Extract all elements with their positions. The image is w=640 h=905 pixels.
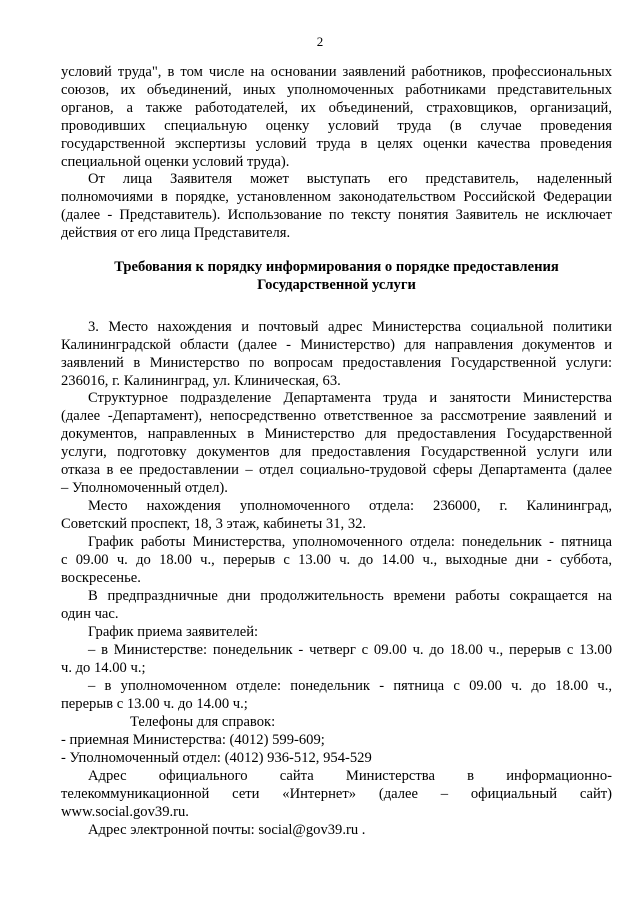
text-line: Адрес электронной почты: social@gov39.ru . — [88, 822, 366, 838]
text-line: Калининградской области (далее - Министерство) для направления документов и — [61, 337, 612, 353]
text-line: союзов, их объединений, иных уполномоченных работниками представительных — [61, 82, 612, 98]
text-line: Советский проспект, 18, 3 этаж, кабинеты 31, 32. — [61, 516, 367, 532]
text-line: (далее - Представитель). Использование по тексту понятия Заявитель не исключает — [61, 207, 612, 223]
text-line: От лица Заявителя может выступать его представитель, наделенный — [88, 171, 612, 187]
text-line: один час. — [61, 606, 119, 622]
text-line: проводивших специальную оценку условий труда (в случае проведения — [61, 118, 612, 134]
text-line: Адрес официального сайта Министерства в информационно- — [88, 768, 612, 784]
text-line: услуги, подготовку документов для предоставления Государственной услуги или — [61, 444, 612, 460]
text-line: с 09.00 ч. до 18.00 ч., перерыв с 13.00 ч. до 14.00 ч., выходные дни - суббота, — [61, 552, 612, 568]
text-line: воскресенье. — [61, 570, 141, 586]
text-line: График приема заявителей: — [88, 624, 259, 640]
text-line: – в уполномоченном отделе: понедельник - пятница с 09.00 ч. до 18.00 ч., — [88, 678, 612, 694]
text-line: документов, направленных в Министерство для предоставления Государственной — [61, 426, 612, 442]
text-line: www.social.gov39.ru. — [61, 804, 189, 820]
text-line: телекоммуникационной сети «Интернет» (далее – официальный сайт) — [61, 786, 612, 802]
text-line: специальной оценки условий труда). — [61, 154, 290, 170]
text-line: отказа в ее предоставлении – отдел социально-трудовой сферы Департамента (далее — [61, 462, 612, 478]
text-line: В предпраздничные дни продолжительность времени работы сокращается на — [88, 588, 612, 604]
text-line: Телефоны для справок: — [130, 714, 276, 730]
text-line: – в Министерстве: понедельник - четверг с 09.00 ч. до 18.00 ч., перерыв с 13.00 — [88, 642, 612, 658]
text-line: действия от его лица Представителя. — [61, 225, 291, 241]
text-line: 3. Место нахождения и почтовый адрес Министерства социальной политики — [88, 319, 612, 335]
text-line: График работы Министерства, уполномоченного отдела: понедельник - пятница — [88, 534, 612, 550]
text-line: – Уполномоченный отдел). — [61, 480, 228, 496]
text-line: ч. до 14.00 ч.; — [61, 660, 146, 676]
section-heading: Государственной услуги — [257, 277, 416, 293]
text-line: полномочиями в порядке, установленном законодательством Российской Федерации — [61, 189, 612, 205]
text-line: заявлений в Министерство по вопросам предоставления Государственной услуги: — [61, 355, 612, 371]
text-line: Место нахождения уполномоченного отдела: 236000, г. Калининград, — [88, 498, 612, 514]
section-heading: Требования к порядку информирования о порядке предоставления — [114, 259, 559, 275]
text-line: государственной экспертизы условий труда в целях оценки качества проведения — [61, 136, 612, 152]
page-number: 2 — [316, 34, 324, 49]
text-line: - Уполномоченный отдел: (4012) 936-512, 954-529 — [61, 750, 372, 766]
text-line: (далее -Департамент), непосредственно ответственное за рассмотрение заявлений и — [61, 408, 612, 424]
text-line: Структурное подразделение Департамента труда и занятости Министерства — [88, 390, 612, 406]
text-line: перерыв с 13.00 ч. до 14.00 ч.; — [61, 696, 248, 712]
text-line: органов, а также работодателей, их объединений, страховщиков, организаций, — [61, 100, 612, 116]
text-line: условий труда", в том числе на основании заявлений работников, профессиональных — [61, 64, 612, 80]
text-line: 236016, г. Калининград, ул. Клиническая, 63. — [61, 373, 341, 389]
text-line: - приемная Министерства: (4012) 599-609; — [61, 732, 325, 748]
